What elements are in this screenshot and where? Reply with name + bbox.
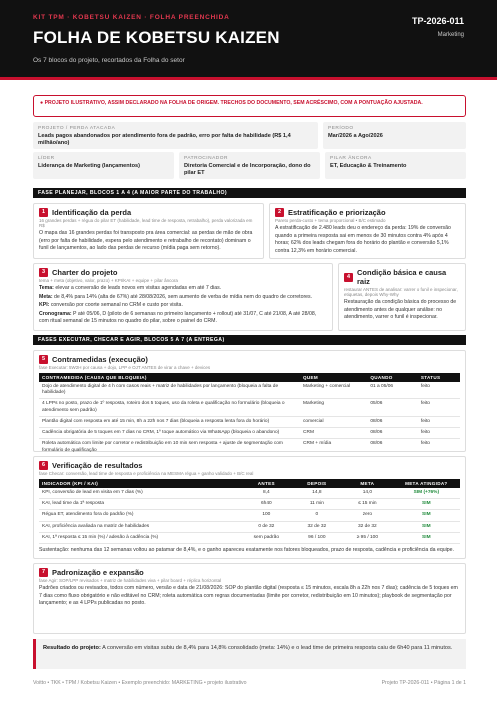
block-7-title-row xyxy=(39,568,460,577)
result-text: A conversão em visitas subiu de 8,4% para 14,8% consolidado (meta: 14%) e o lead time de primeira resposta caiu de 6h40 para 11 minutos. xyxy=(102,645,453,651)
meta-pillar-value: ET, Educação & Treinamento xyxy=(330,163,407,169)
department-label: Marketing xyxy=(437,32,464,38)
block-6-title: Verificação de resultados xyxy=(52,461,143,470)
footer-left: Voitto • TKK • TPM / Kobetsu Kaizen • Exemplo preenchido: MARKETING • projeto ilustrativo xyxy=(33,680,247,686)
table-row xyxy=(39,399,460,416)
table-cell: KPI, conversão de lead em visita em 7 dias (%) xyxy=(39,488,241,499)
block-5-number: 5 xyxy=(39,355,48,364)
table-cell: 08/06 xyxy=(367,439,418,456)
document-code-box xyxy=(412,16,464,38)
block-2-title-row xyxy=(275,208,460,217)
block-3-subtitle: tema + meta (objetivo, valor, prazo) + KPI/KAI + equipe + pilar âncora xyxy=(39,278,178,283)
table-row xyxy=(39,488,460,499)
table-row xyxy=(39,499,460,510)
meta-pillar xyxy=(325,152,466,179)
block-7-title: Padronização e expansão xyxy=(52,568,144,577)
illustrative-disclaimer: ● PROJETO ILUSTRATIVO, ASSIM DECLARADO NA FOLHA DE ORIGEM. TRECHOS DO DOCUMENTO, SEM ACRÉSCIMO, COM A PONTUAÇÃO AJUSTADA. xyxy=(33,95,466,117)
table-cell: feito xyxy=(418,416,460,427)
table-cell: Roleta automática com limite por corretor e redistribuição em 10 min sem resposta + ajuste de segmentação com formulário de qualificação xyxy=(39,439,300,456)
block-6-card xyxy=(33,456,466,559)
table-cell: Cadência obrigatória de 5 toques em 7 dias no CRM, 1º toque automático via WhatsApp (bloqueia o abandono) xyxy=(39,428,300,439)
table-row xyxy=(39,510,460,521)
block-7-card xyxy=(33,563,466,634)
meta-loss-label: PROJETO / PERDA ATACADA xyxy=(38,126,116,131)
block-2-title: Estratificação e priorização xyxy=(288,208,386,217)
block-4-number: 4 xyxy=(344,273,353,282)
table-cell: feito xyxy=(418,399,460,416)
table-cell: Marketing + comercial xyxy=(300,382,367,399)
page-subtitle: Os 7 blocos do projeto, recortados da Folha do setor xyxy=(33,57,185,64)
block-4-card xyxy=(338,263,466,331)
table-cell: KAI, lead time da 1ª resposta xyxy=(39,499,241,510)
table-cell: ≤ 15 min xyxy=(342,499,393,510)
table-cell: 14,0 xyxy=(342,488,393,499)
column-header: META ATINGIDA? xyxy=(393,479,460,488)
block-3-title: Charter do projeto xyxy=(52,268,118,277)
table-cell: 0 de 32 xyxy=(241,521,292,532)
table-cell: ≥ 95 / 100 xyxy=(342,532,393,543)
meta-loss-value: Leads pagos abandonados por atendimento fora de padrão, erro por falta de habilidade (R$ 1,4 milhão/ano) xyxy=(38,133,291,147)
column-header: QUEM xyxy=(300,373,367,382)
table-cell: Régua ET, atendimento fora do padrão (%) xyxy=(39,510,241,521)
meta-sponsor-value: Diretoria Comercial e de Incorporação, dono do pilar ET xyxy=(184,163,311,177)
charter-kpi: KPI: conversão por coorte semanal no CRM e custo por visita. xyxy=(39,302,183,309)
meta-period-label: PERÍODO xyxy=(328,126,354,131)
table-cell: SIM xyxy=(393,510,460,521)
header-kicker: KIT TPM · KOBETSU KAIZEN · FOLHA PREENCHIDA xyxy=(33,14,230,21)
block-3-title-row xyxy=(39,268,327,277)
charter-tema: Tema: elevar a conversão de leads novos em visitas agendadas em até 7 dias. xyxy=(39,285,222,291)
table-cell: zero xyxy=(342,510,393,521)
block-3-card xyxy=(33,263,333,331)
table-cell: 6h40 xyxy=(241,499,292,510)
table-cell: SIM xyxy=(393,532,460,543)
block-3-number: 3 xyxy=(39,268,48,277)
table-cell: CRM + mídia xyxy=(300,439,367,456)
meta-row-1 xyxy=(33,122,466,149)
table-row xyxy=(39,416,460,427)
block-1-title: Identificação da perda xyxy=(52,208,132,217)
column-header: QUANDO xyxy=(367,373,418,382)
table-row xyxy=(39,532,460,543)
page-title: FOLHA DE KOBETSU KAIZEN xyxy=(33,28,280,47)
column-header: INDICADOR (KPI / KAI) xyxy=(39,479,241,488)
column-header: ANTES xyxy=(241,479,292,488)
block-5-subtitle: fase Executar: 5W2H por causa + dojo, LPP e OJT ANTES de virar a chave + devices xyxy=(39,365,211,370)
table-cell: SIM (+76%) xyxy=(393,488,460,499)
table-cell: feito xyxy=(418,439,460,456)
block-1-subtitle: 16 grandes perdas + régua do pilar ET (habilidade, lead time de resposta, retrabalho), perda valorizada em R$ xyxy=(39,218,253,228)
countermeasures-table xyxy=(39,373,460,457)
table-cell: 96 / 100 xyxy=(292,532,343,543)
block-2-body: A estratificação de 2.480 leads deu o endereço da perda: 19% de conversão quando a primeira resposta sai em menos de 30 minutos contra 4% após 4 horas; 62% dos leads chegam fora do horário do plantão e conversão 5,1% contra 12,3% em horário comercial. xyxy=(275,225,451,254)
table-header-row xyxy=(39,373,460,382)
block-5-title: Contramedidas (execução) xyxy=(52,355,148,364)
block-1-card xyxy=(33,203,264,259)
table-cell: Marketing xyxy=(300,399,367,416)
table-header-row xyxy=(39,479,460,488)
table-cell: feito xyxy=(418,382,460,399)
table-cell: comercial xyxy=(300,416,367,427)
block-6-number: 6 xyxy=(39,461,48,470)
block-2-card xyxy=(269,203,466,259)
meta-period-value: Mar/2026 a Ago/2026 xyxy=(328,133,383,139)
table-cell: feito xyxy=(418,428,460,439)
table-cell: 08/06 xyxy=(367,416,418,427)
meta-sponsor xyxy=(179,152,320,179)
table-cell: 4 LPPs no posto, prazo de 1º resposta, roteiro dos 5 toques, uso da roleta e qualificação no formulário (bloqueia o atendimento sem padrão) xyxy=(39,399,300,416)
block-1-number: 1 xyxy=(39,208,48,217)
block-6-summary: Sustentação: nenhuma das 12 semanas voltou ao patamar de 8,4%, e o ganho apareceu exatamente nos fatores bloqueados, prazo de resposta, cadência e proficiência da equipe. xyxy=(39,547,454,554)
meta-pillar-label: PILAR ÂNCORA xyxy=(330,156,372,161)
block-7-number: 7 xyxy=(39,568,48,577)
table-row xyxy=(39,439,460,456)
block-1-title-row xyxy=(39,208,258,217)
table-row xyxy=(39,382,460,399)
meta-sponsor-label: PATROCINADOR xyxy=(184,156,228,161)
block-7-body: Padrões criados ou revisados, todos com número, versão e data de 21/08/2026: SOP do plantão digital (resposta ≤ 15 minutos, escala 8h a 22h nos 7 dias); cadência de 5 toques em 7 dias como fluxo obrigatório e não editável no CRM; roleta automática com regras documentadas (limite por corretor, redistribuição em 10 minutos); playbook de segmentação por lançamento; e as 4 LPPs publicadas no posto. xyxy=(39,585,458,607)
block-5-title-row xyxy=(39,355,460,364)
block-4-title: Condição básica e causa raiz xyxy=(357,268,447,286)
table-cell: 01 a 05/06 xyxy=(367,382,418,399)
charter-meta: Meta: de 8,4% para 14% (alta de 67%) até 28/08/2026, sem aumento de verba de mídia nem do quadro de corretores. xyxy=(39,293,313,300)
table-row xyxy=(39,521,460,532)
page-header xyxy=(0,0,497,80)
column-header: META xyxy=(342,479,393,488)
table-cell: CRM xyxy=(300,428,367,439)
block-3-body xyxy=(39,285,327,326)
page-footer xyxy=(33,680,466,686)
table-cell: 8,4 xyxy=(241,488,292,499)
results-table xyxy=(39,479,460,544)
table-cell: 14,8 xyxy=(292,488,343,499)
block-4-body: Restauração da condição básica do processo de atendimento antes de qualquer análise: no atendimento, varrer o funil é inspecionar. xyxy=(344,299,457,321)
block-6-subtitle: fase Checar: conversão, lead time de resposta e proficiência na MESMA régua + ganho validado + B/C real xyxy=(39,471,254,476)
meta-leader-value: Liderança de Marketing (lançamentos) xyxy=(38,163,140,169)
project-result xyxy=(33,639,466,669)
table-cell: KAI, 1ª resposta ≤ 15 min (%) / adesão à cadência (%) xyxy=(39,532,241,543)
block-4-title-row xyxy=(344,268,460,286)
block-7-subtitle: fase Agir: SOP/LPP revisados + matriz de habilidades viva + pilar board + réplica horizontal xyxy=(39,578,222,583)
block-2-number: 2 xyxy=(275,208,284,217)
table-cell: sem padrão xyxy=(241,532,292,543)
table-cell: Dojo de atendimento digital de 4 h com casos reais + matriz de habilidades por lançamento (bloqueia a falta de habilidade) xyxy=(39,382,300,399)
table-cell: 32 de 32 xyxy=(342,521,393,532)
meta-loss xyxy=(33,122,318,149)
document-code: TP-2026-011 xyxy=(411,16,464,26)
table-cell: SIM xyxy=(393,521,460,532)
phase-bar-plan: FASE PLANEJAR, BLOCOS 1 A 4 (A MAIOR PARTE DO TRABALHO) xyxy=(33,188,466,198)
table-cell: 08/06 xyxy=(367,428,418,439)
block-1-body: O mapa das 16 grandes perdas foi transposto pra área comercial: as perdas de mão de obra (erro por falta de habilidade, espera pelo atendimento e retrabalho de recontato) dominam o funil de lançamentos, ao lado das perdas de recurso (mídia paga sem retorno). xyxy=(39,230,253,252)
table-cell: 11 min xyxy=(292,499,343,510)
table-cell: 0 xyxy=(292,510,343,521)
phase-bar-execute: FASES EXECUTAR, CHECAR E AGIR, BLOCOS 5 A 7 (A ENTREGA) xyxy=(33,335,466,345)
table-cell: Plantão digital com resposta em até 15 min, 8h a 22h nos 7 dias (bloqueia a resposta lenta fora do horário) xyxy=(39,416,300,427)
charter-cronograma: Cronograma: P até 05/06, D (piloto de 6 semanas no primeiro lançamento + rollout) até 31/07, C até 21/08, A até 28/08, com ritual semanal de 15 minutos no quadro do pilar, sobre o painel do CRM. xyxy=(39,310,317,325)
result-label: Resultado do projeto: xyxy=(43,645,101,651)
table-row xyxy=(39,428,460,439)
table-cell: 05/06 xyxy=(367,399,418,416)
meta-period xyxy=(323,122,466,149)
table-cell: KAI, proficiência avaliada na matriz de habilidades xyxy=(39,521,241,532)
block-2-subtitle: Pareto perda-custo + tema proporcional • B/C estimado xyxy=(275,218,386,223)
column-header: STATUS xyxy=(418,373,460,382)
block-6-title-row xyxy=(39,461,460,470)
meta-leader xyxy=(33,152,174,179)
table-cell: 100 xyxy=(241,510,292,521)
block-4-subtitle: restaurar ANTES de analisar: varrer o funil e inspecionar, etiquetas, depois Why-Why xyxy=(344,287,458,297)
block-5-card xyxy=(33,350,466,452)
footer-right: Projeto TP-2026-011 • Página 1 de 1 xyxy=(381,680,466,686)
meta-row-2 xyxy=(33,152,466,179)
table-cell: 32 de 32 xyxy=(292,521,343,532)
column-header: CONTRAMEDIDA (CAUSA QUE BLOQUEIA) xyxy=(39,373,300,382)
table-cell: SIM xyxy=(393,499,460,510)
column-header: DEPOIS xyxy=(292,479,343,488)
meta-leader-label: LÍDER xyxy=(38,156,55,161)
